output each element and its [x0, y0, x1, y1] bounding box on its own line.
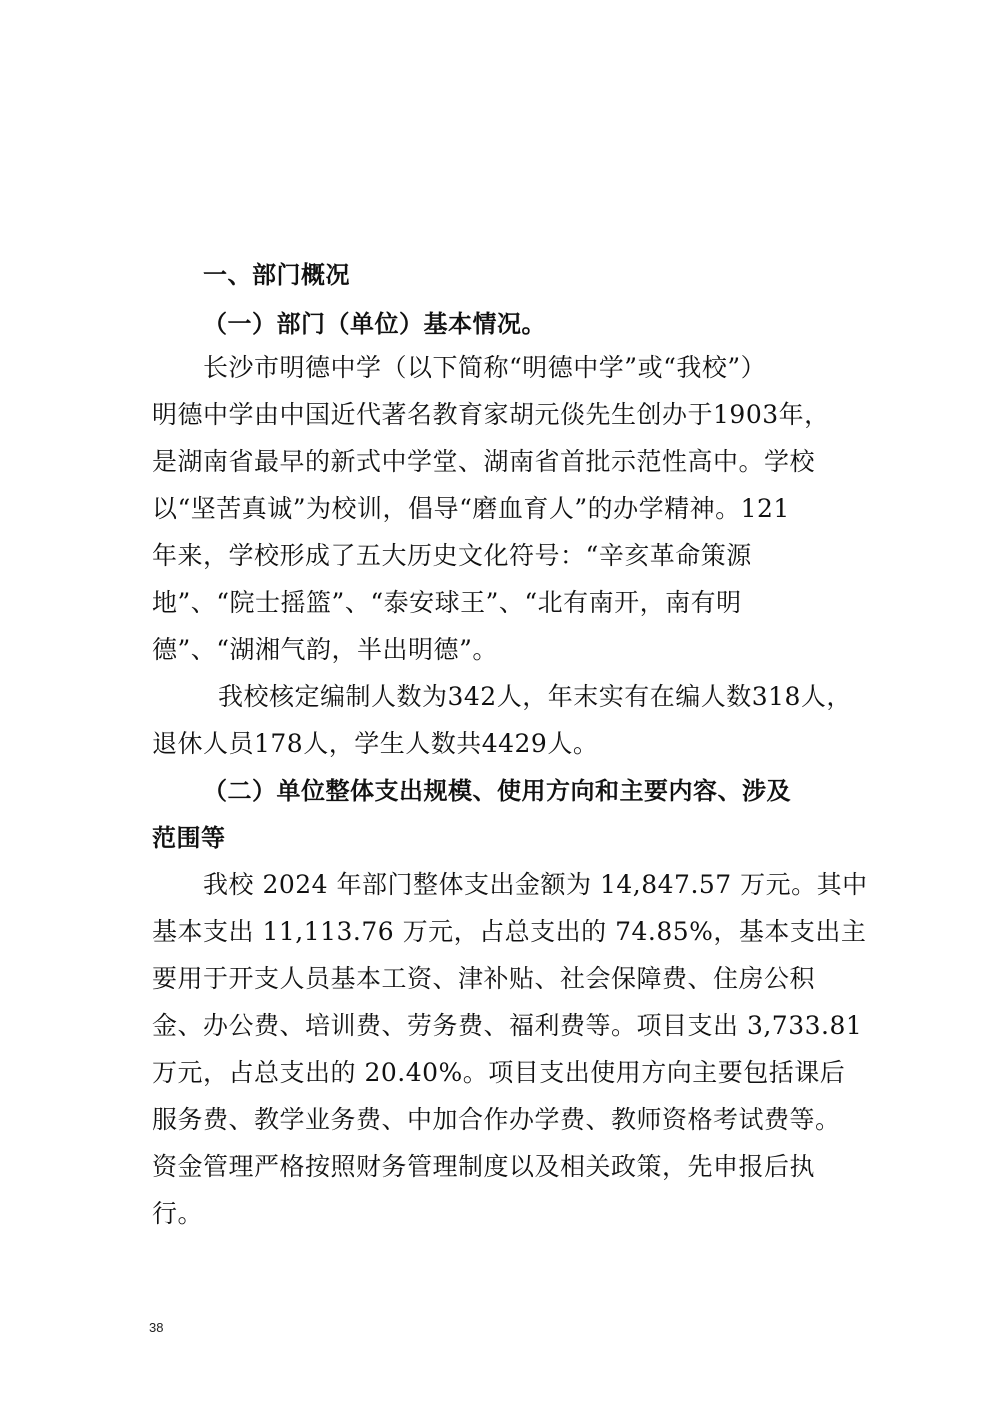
paragraph-3-line-5: 万元，占总支出的 20.40%。项目支出使用方向主要包括课后 [152, 1058, 846, 1087]
paragraph-3-line-2: 基本支出 11,113.76 万元，占总支出的 74.85%，基本支出主 [152, 917, 867, 946]
paragraph-3-line-7: 资金管理严格按照财务管理制度以及相关政策，先申报后执 [152, 1152, 816, 1181]
subsection-heading-2-line-1: （二）单位整体支出规模、使用方向和主要内容、涉及 [203, 777, 791, 805]
paragraph-2-line-1: 我校核定编制人数为342人，年末实有在编人数318人， [218, 682, 852, 711]
paragraph-3-line-3: 要用于开支人员基本工资、津补贴、社会保障费、住房公积 [152, 964, 816, 993]
paragraph-1-line-6: 地”、“院士摇篮”、“泰安球王”、“北有南开，南有明 [152, 588, 742, 617]
paragraph-3-line-8: 行。 [152, 1199, 204, 1228]
paragraph-1-line-7: 德”、“湖湘气韵，半出明德”。 [152, 635, 498, 664]
section-heading: 一、部门概况 [203, 261, 350, 289]
paragraph-1-line-3: 是湖南省最早的新式中学堂、湖南省首批示范性高中。学校 [152, 447, 816, 476]
paragraph-1-line-5: 年来，学校形成了五大历史文化符号：“辛亥革命策源 [152, 541, 752, 570]
page-number: 38 [149, 1320, 164, 1335]
paragraph-3-line-1: 我校 2024 年部门整体支出金额为 14,847.57 万元。其中 [203, 870, 868, 899]
paragraph-3-line-4: 金、办公费、培训费、劳务费、福利费等。项目支出 3,733.81 [152, 1011, 863, 1040]
paragraph-1-line-1: 长沙市明德中学（以下简称“明德中学”或“我校”） [203, 353, 767, 382]
paragraph-1-line-4: 以“坚苦真诚”为校训，倡导“磨血育人”的办学精神。121 [152, 494, 790, 523]
subsection-heading-2-line-2: 范围等 [152, 824, 226, 852]
paragraph-2-line-2: 退休人员178人，学生人数共4429人。 [152, 729, 599, 758]
subsection-heading-1: （一）部门（单位）基本情况。 [203, 310, 546, 338]
paragraph-1-line-2: 明德中学由中国近代著名教育家胡元倓先生创办于1903年， [152, 400, 830, 429]
paragraph-3-line-6: 服务费、教学业务费、中加合作办学费、教师资格考试费等。 [152, 1105, 841, 1134]
